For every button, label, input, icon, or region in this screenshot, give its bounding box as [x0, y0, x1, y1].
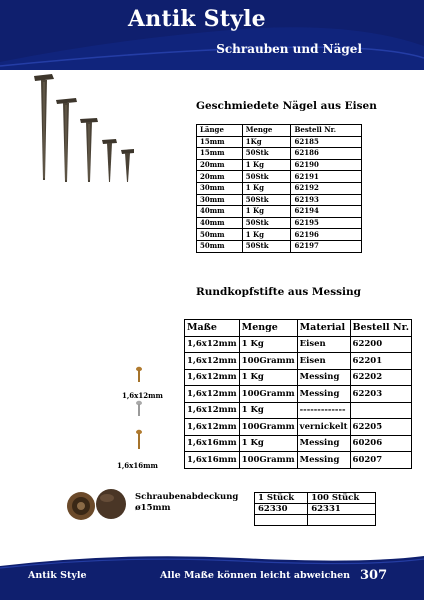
- table-cell: Messing: [297, 386, 350, 403]
- table-row: [185, 386, 412, 403]
- nail-50mm: [34, 74, 54, 180]
- pin-caption-12mm: 1,6x12mm: [122, 391, 163, 400]
- table-cell: 62193: [291, 194, 362, 206]
- table-cell: 62331: [308, 504, 376, 515]
- table-cell: vernickelt: [297, 419, 350, 436]
- table-row: [185, 369, 412, 386]
- table-cell: 30mm: [197, 194, 243, 206]
- table-cell: 40mm: [197, 206, 243, 218]
- table-row: [185, 419, 412, 436]
- table-header-row: [185, 320, 412, 337]
- table-cell: 15mm: [197, 148, 243, 160]
- table-cell: 15mm: [197, 136, 243, 148]
- table-cell: 62197: [291, 240, 362, 252]
- table-row: [255, 515, 376, 526]
- table-cell: 1,6x12mm: [185, 386, 240, 403]
- table-cell: Messing: [297, 435, 350, 452]
- page-number: 307: [360, 568, 388, 583]
- table-cell: 62202: [350, 369, 412, 386]
- table-cell: 1,6x12mm: [185, 369, 240, 386]
- page-subtitle: Schrauben und Nägel: [216, 42, 362, 56]
- screw-cover-dome: [96, 489, 126, 519]
- table-cell: 62191: [291, 171, 362, 183]
- table-cell: [308, 515, 376, 526]
- table-cell: 100Gramm: [239, 452, 297, 469]
- iron-nails-table: [196, 124, 362, 253]
- screw-cover-name: Schraubenabdeckung: [135, 492, 239, 502]
- table-cell: 60206: [350, 435, 412, 452]
- table-cell: Messing: [297, 369, 350, 386]
- nail-40mm: [56, 98, 77, 182]
- brass-pin-12mm: [136, 367, 142, 382]
- table-cell: 1 Kg: [242, 229, 291, 241]
- section-title-iron-nails: Geschmiedete Nägel aus Eisen: [196, 100, 377, 112]
- table-cell: 100Gramm: [239, 353, 297, 370]
- table-cell: 50Stk: [242, 148, 291, 160]
- table-cell: 40mm: [197, 217, 243, 229]
- section-title-brass-pins: Rundkopfstifte aus Messing: [196, 286, 362, 298]
- table-cell: Messing: [297, 452, 350, 469]
- table-cell: 62203: [350, 386, 412, 403]
- table-cell: -------------: [297, 402, 350, 419]
- table-row: [197, 136, 362, 148]
- table-cell: 62200: [350, 336, 412, 353]
- table-row: [185, 353, 412, 370]
- brand-title: Antik Style: [128, 6, 266, 32]
- table-row: [197, 148, 362, 160]
- table-cell: 1 Kg: [239, 402, 297, 419]
- round-head-pins-image: [128, 366, 150, 456]
- table-cell: 50Stk: [242, 171, 291, 183]
- table-header-row: [197, 125, 362, 137]
- table-row: [185, 435, 412, 452]
- table-header-row: [255, 493, 376, 504]
- table-cell: 1,6x12mm: [185, 402, 240, 419]
- table-cell: 62192: [291, 182, 362, 194]
- table-cell: 100Gramm: [239, 419, 297, 436]
- table-cell: 1,6x16mm: [185, 435, 240, 452]
- forged-nails-image: [30, 70, 140, 190]
- table-cell: 62194: [291, 206, 362, 218]
- brass-pins-table: [184, 319, 412, 469]
- table-row: [185, 452, 412, 469]
- table-cell: 1,6x12mm: [185, 419, 240, 436]
- table-cell: 30mm: [197, 182, 243, 194]
- table-cell: 62185: [291, 136, 362, 148]
- column-header: 100 Stück: [308, 493, 376, 504]
- table-row: [185, 336, 412, 353]
- footer-brand: Antik Style: [28, 570, 87, 581]
- footer-disclaimer: Alle Maße können leicht abweichen: [160, 570, 351, 581]
- column-header: Menge: [239, 320, 297, 337]
- screw-cover-open: [67, 492, 95, 520]
- nail-20mm: [102, 139, 117, 182]
- table-row: [197, 240, 362, 252]
- nail-15mm: [121, 149, 134, 182]
- table-row: [197, 194, 362, 206]
- table-row: [197, 229, 362, 241]
- table-row: [197, 159, 362, 171]
- table-row: [197, 182, 362, 194]
- table-cell: 50Stk: [242, 240, 291, 252]
- table-cell: Eisen: [297, 336, 350, 353]
- column-header: Material: [297, 320, 350, 337]
- table-cell: 50Stk: [242, 217, 291, 229]
- table-cell: 62196: [291, 229, 362, 241]
- table-row: [255, 504, 376, 515]
- table-cell: 1,6x12mm: [185, 353, 240, 370]
- table-cell: 50mm: [197, 229, 243, 241]
- table-cell: 1,6x12mm: [185, 336, 240, 353]
- table-cell: [350, 402, 412, 419]
- table-row: [197, 217, 362, 229]
- table-cell: 20mm: [197, 171, 243, 183]
- table-cell: 100Gramm: [239, 386, 297, 403]
- screw-covers-image: [63, 484, 135, 528]
- silver-pin-12mm: [136, 401, 142, 416]
- table-cell: 62201: [350, 353, 412, 370]
- column-header: Bestell Nr.: [350, 320, 412, 337]
- table-cell: 1 Kg: [239, 435, 297, 452]
- table-cell: 1 Kg: [239, 369, 297, 386]
- table-cell: 1 Kg: [242, 206, 291, 218]
- table-cell: 50mm: [197, 240, 243, 252]
- column-header: Länge: [197, 125, 243, 137]
- table-cell: 20mm: [197, 159, 243, 171]
- table-cell: 1 Kg: [242, 182, 291, 194]
- nail-30mm: [80, 118, 98, 182]
- header-banner: [0, 0, 424, 70]
- column-header: Bestell Nr.: [291, 125, 362, 137]
- table-cell: 1,6x16mm: [185, 452, 240, 469]
- table-cell: 1 Kg: [242, 159, 291, 171]
- table-row: [197, 206, 362, 218]
- table-cell: 62205: [350, 419, 412, 436]
- pin-caption-16mm: 1,6x16mm: [117, 461, 158, 470]
- screw-cover-size: ø15mm: [135, 503, 171, 513]
- table-row: [185, 402, 412, 419]
- table-cell: 1Kg: [242, 136, 291, 148]
- table-cell: Eisen: [297, 353, 350, 370]
- table-cell: [255, 515, 308, 526]
- table-row: [197, 171, 362, 183]
- column-header: Maße: [185, 320, 240, 337]
- table-cell: 62190: [291, 159, 362, 171]
- brass-pin-16mm: [136, 430, 142, 449]
- screw-cover-table: [254, 492, 376, 526]
- table-cell: 50Stk: [242, 194, 291, 206]
- screw-cover-label: [135, 492, 238, 514]
- table-cell: 62330: [255, 504, 308, 515]
- column-header: 1 Stück: [255, 493, 308, 504]
- table-cell: 62186: [291, 148, 362, 160]
- table-cell: 60207: [350, 452, 412, 469]
- column-header: Menge: [242, 125, 291, 137]
- table-cell: 62195: [291, 217, 362, 229]
- table-cell: 1 Kg: [239, 336, 297, 353]
